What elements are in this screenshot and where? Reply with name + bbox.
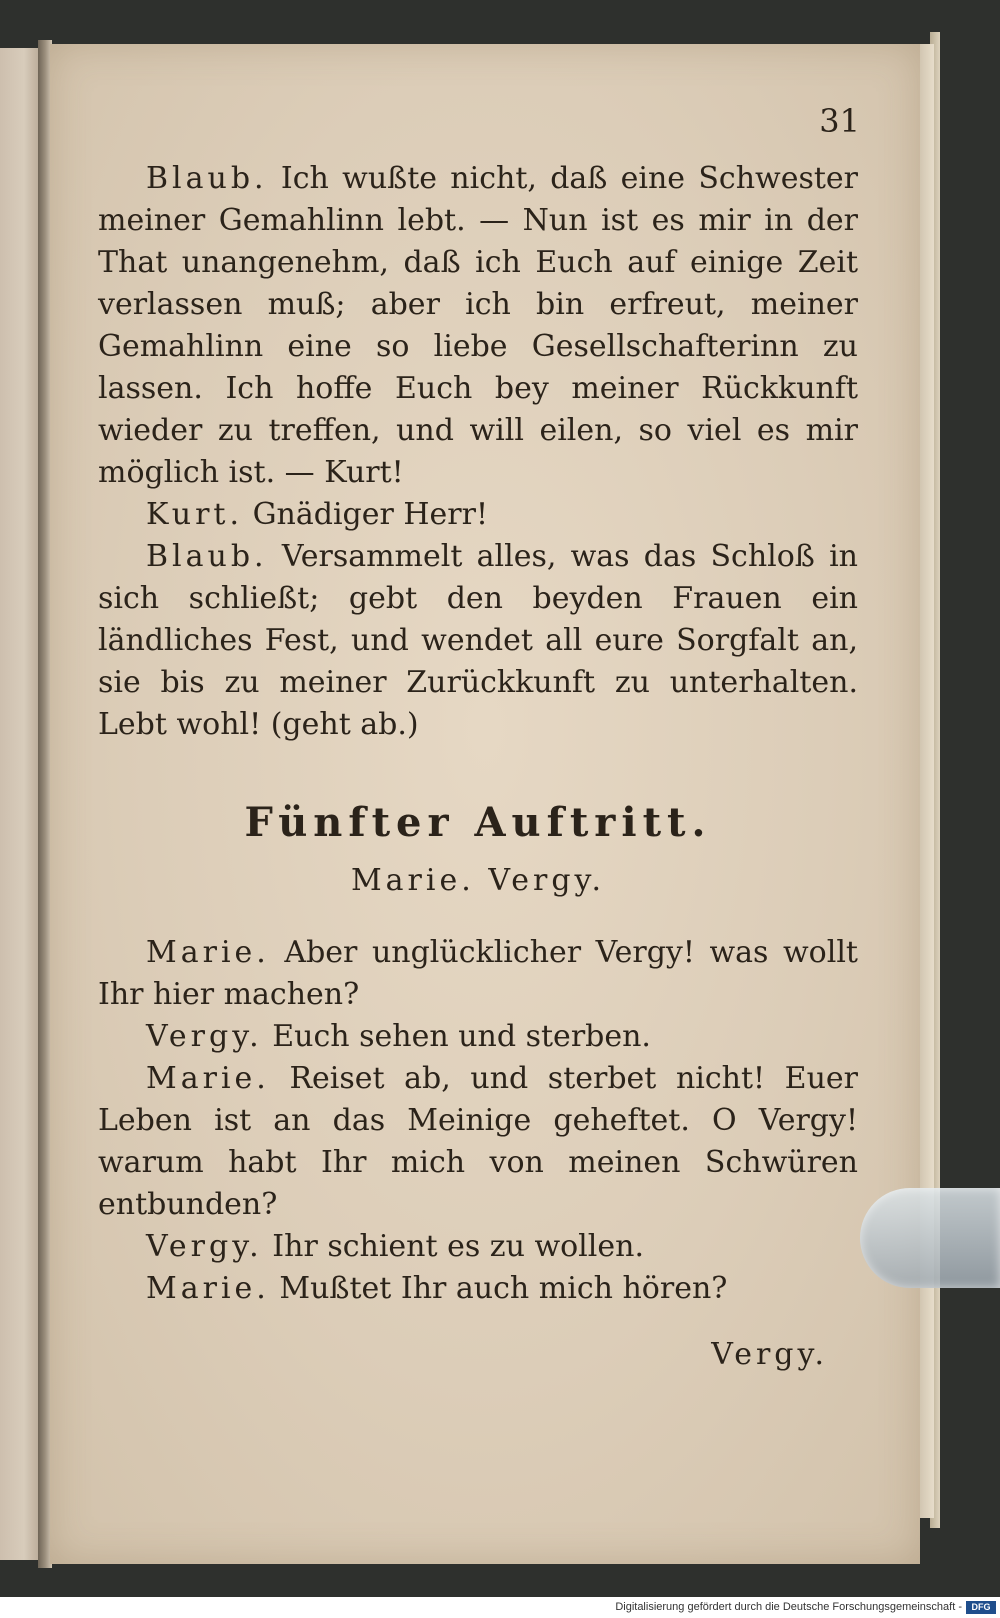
dialogue-paragraph bbox=[98, 932, 858, 1016]
dialogue-text: Versammelt alles, was das Schloß in sich schließt; gebt den beyden Frauen ein ländliches Fest, und wendet all eure Sorgfalt an, sie bis zu meiner Zurückkunft zu unterhalten. Lebt wohl! (geht ab.) bbox=[98, 539, 858, 742]
dialogue-paragraph bbox=[98, 536, 858, 746]
dialogue-text: Aber unglücklicher Vergy! was wollt Ihr hier machen? bbox=[98, 935, 858, 1012]
scene-persons: Marie. Vergy. bbox=[350, 863, 606, 898]
page-number: 31 bbox=[819, 102, 860, 140]
dialogue-paragraph bbox=[98, 1226, 858, 1268]
speaker-name: Marie. bbox=[146, 1271, 270, 1306]
speaker-name: Blaub. bbox=[146, 161, 268, 196]
dialogue-paragraph bbox=[98, 1268, 858, 1310]
scene-heading: Fünfter Auftritt. bbox=[244, 799, 712, 846]
dialogue-text: Ich wußte nicht, daß eine Schwester meiner Gemahlinn lebt. — Nun ist es mir in der That unangenehm, daß ich Euch auf einige Zeit verlassen muß; aber ich bin erfreut, meiner Gemahlinn eine so liebe Gesellschafterinn zu lassen. Ich hoffe Euch bey meiner Rückkunft wieder zu treffen, und will eilen, so viel es mir möglich ist. — Kurt! bbox=[98, 161, 858, 490]
dialogue-text: Reiset ab, und sterbet nicht! Euer Leben ist an das Meinige geheftet. O Vergy! warum habt Ihr mich von meinen Schwüren entbunden? bbox=[98, 1061, 858, 1222]
dialogue-paragraph bbox=[98, 494, 858, 536]
speaker-name: Marie. bbox=[146, 1061, 270, 1096]
dialogue-text: Ihr schient es zu wollen. bbox=[272, 1229, 644, 1264]
page-block-edge bbox=[918, 44, 934, 1518]
book-page bbox=[50, 44, 920, 1564]
dfg-logo: DFG bbox=[966, 1601, 996, 1614]
speaker-name: Marie. bbox=[146, 935, 270, 970]
page-text bbox=[98, 88, 858, 1376]
catchword: Vergy. bbox=[711, 1337, 828, 1372]
speaker-name: Vergy. bbox=[146, 1229, 263, 1264]
footer-text: Digitalisierung gefördert durch die Deutsche Forschungsgemeinschaft - bbox=[615, 1601, 962, 1613]
digitization-footer bbox=[0, 1597, 1000, 1618]
dialogue-text: Euch sehen und sterben. bbox=[272, 1019, 651, 1054]
dialogue-text: Mußtet Ihr auch mich hören? bbox=[279, 1271, 728, 1306]
dialogue-paragraph bbox=[98, 158, 858, 494]
speaker-name: Vergy. bbox=[146, 1019, 263, 1054]
page-clip bbox=[860, 1188, 1000, 1288]
previous-page-edge bbox=[0, 48, 40, 1560]
dialogue-paragraph bbox=[98, 1058, 858, 1226]
dialogue-paragraph bbox=[98, 1016, 858, 1058]
dialogue-text: Gnädiger Herr! bbox=[252, 497, 489, 532]
speaker-name: Kurt. bbox=[146, 497, 244, 532]
speaker-name: Blaub. bbox=[146, 539, 268, 574]
